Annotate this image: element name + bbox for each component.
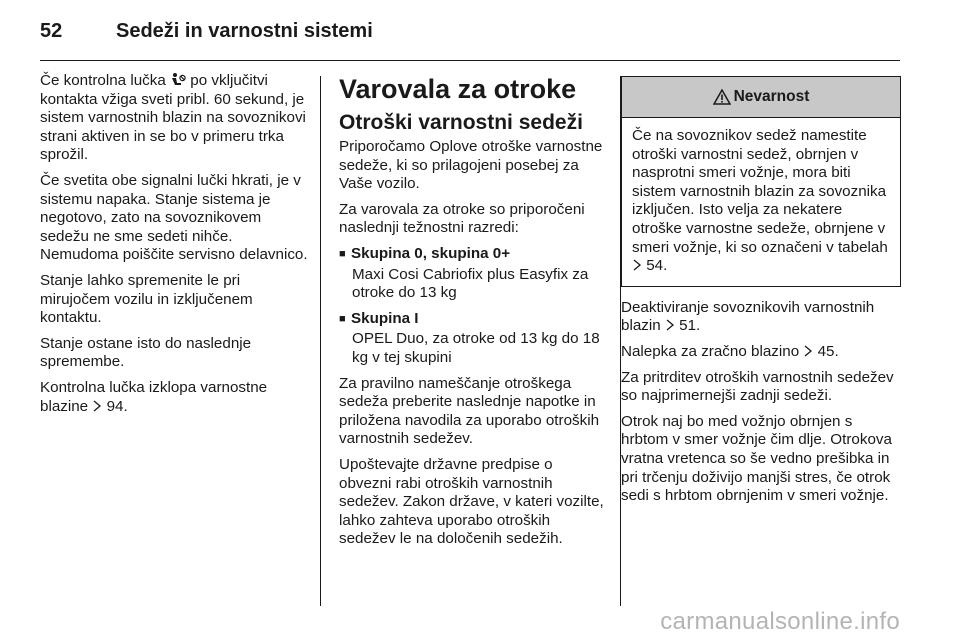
- paragraph: [40, 379, 312, 416]
- page-reference[interactable]: 54.: [646, 257, 668, 275]
- list-item-title: Skupina I: [351, 309, 419, 327]
- page-reference-arrow-icon: [632, 259, 642, 271]
- column-middle: [339, 74, 607, 556]
- airbag-off-indicator-icon: [170, 72, 186, 88]
- paragraph-text: Nalepka za zračno blazino: [621, 342, 800, 360]
- subsection-heading: Otroški varnostni sedeži: [339, 111, 583, 134]
- warning-text: Če na sovoznikov sedež namestite otroški varnostni sedež, obrnjen v nasprotni smeri vožnje, mora biti sistem varnostnih blazin za sovoznika izključen. Isto velja za nekatere otroške varnostne sedeže, obrnjene v smeri vožnje, ki so označeni v tabelah: [632, 127, 888, 256]
- list-item: [339, 245, 607, 264]
- page-reference[interactable]: 51.: [679, 317, 701, 335]
- paragraph: Za pravilno nameščanje otroškega sedeža preberite naslednje napotke in priložena navodila za uporabo otroških varnostnih sedežev.: [339, 374, 600, 448]
- paragraph-text: po vključitvi kontakta vžiga sveti pribl. 60 sekund, je sistem varnostnih blazin na sovoznikovi strani aktiven in se bo v primeru trka sprožil.: [40, 72, 306, 164]
- warning-title: Nevarnost: [733, 87, 810, 105]
- paragraph: Upoštevajte državne predpise o obvezni rabi otroških varnostnih sedežev. Zakon države, v kateri vozilte, lahko zahteva uporabo otroških sedežev le na določenih sedežih.: [339, 455, 604, 548]
- column-right: [621, 76, 901, 513]
- page-reference[interactable]: 45.: [817, 342, 839, 360]
- warning-header: [622, 77, 900, 118]
- watermark: carmanualsonline.info: [660, 608, 900, 635]
- column-left: [40, 72, 312, 423]
- column-divider-left: [320, 76, 321, 606]
- paragraph-text: Deaktiviranje sovoznikovih varnostnih blazin: [621, 298, 875, 335]
- list-item: [339, 310, 607, 329]
- paragraph: [621, 343, 901, 362]
- paragraph: Otrok naj bo med vožnjo obrnjen s hrbtom v smer vožnje čim dlje. Otrokova vratna vretenca so še vedno prešibka in pri trčenju doživijo manjši stres, če otrok sedi s hrbtom obrnjenim v smeri vožnje.: [621, 412, 892, 505]
- paragraph: Stanje ostane isto do naslednje spremembe.: [40, 334, 252, 371]
- list-item-text: Maxi Cosi Cabriofix plus Easyfix za otroke do 13 kg: [352, 265, 589, 302]
- page-number: 52: [40, 20, 63, 42]
- paragraph: Za pritrditev otroških varnostnih sedežev so najprimernejši zadnji sedeži.: [621, 368, 894, 405]
- paragraph: Če svetita obe signalni lučki hkrati, je v sistemu napaka. Stanje sistema je negotovo, zato na sovoznikovem sedežu ne sme sedeti nihče. Nemudoma poiščite servisno delavnico.: [40, 171, 308, 264]
- warning-box: [621, 76, 901, 287]
- page-reference-arrow-icon: [803, 345, 813, 357]
- warning-triangle-icon: [713, 89, 731, 105]
- section-heading: Varovala za otroke: [339, 74, 577, 104]
- bullet-square-icon: ■: [339, 312, 346, 325]
- paragraph: Stanje lahko spremenite le pri mirujočem vozilu in izključenem kontaktu.: [40, 271, 253, 327]
- bullet-square-icon: ■: [339, 247, 346, 260]
- paragraph-text: Če kontrolna lučka: [40, 72, 166, 89]
- paragraph: Priporočamo Oplove otroške varnostne sedeže, ki so prilagojeni posebej za Vaše vozilo.: [339, 138, 603, 193]
- header-divider: [40, 60, 900, 61]
- list-item-title: Skupina 0, skupina 0+: [351, 244, 511, 262]
- paragraph: Za varovala za otroke so priporočeni naslednji težnostni razredi:: [339, 200, 585, 237]
- page-header: [40, 20, 373, 46]
- page-reference[interactable]: 94.: [106, 397, 128, 415]
- page-title: Sedeži in varnostni sistemi: [116, 20, 373, 42]
- paragraph-text: Kontrolna lučka izklopa varnostne blazine: [40, 378, 268, 415]
- list-item-text: OPEL Duo, za otroke od 13 kg do 18 kg v tej skupini: [352, 330, 600, 366]
- paragraph: [621, 299, 901, 336]
- paragraph: [40, 72, 312, 165]
- warning-body: [622, 118, 900, 286]
- page-reference-arrow-icon: [92, 400, 102, 412]
- page-reference-arrow-icon: [665, 319, 675, 331]
